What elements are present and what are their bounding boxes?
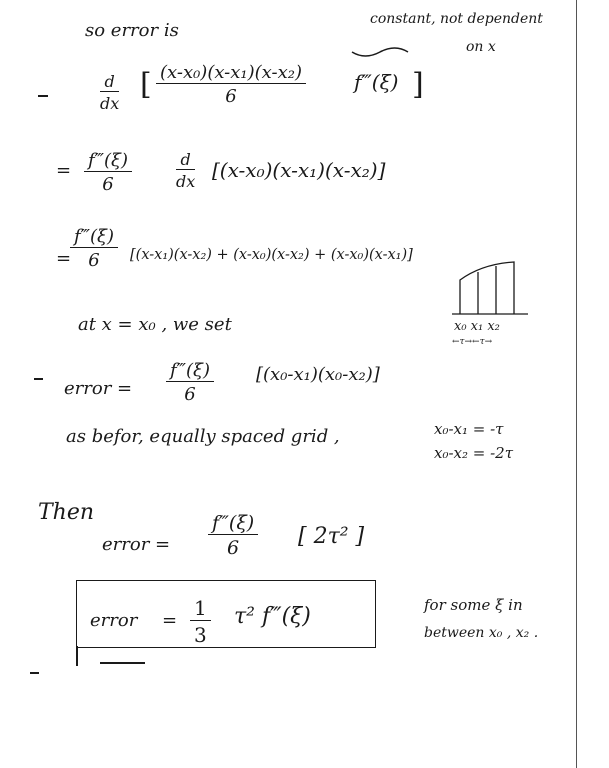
- line9-error-label: error =: [102, 534, 171, 555]
- boxed-frac-den: 3: [194, 623, 207, 647]
- line-so-error-is: so error is: [85, 20, 179, 41]
- line7-equally-spaced: as befor, equally spaced grid ,: [66, 426, 340, 447]
- line7-relation2: x₀-x₂ = -2τ: [434, 444, 514, 462]
- line4-bracket: [(x-x₁)(x-x₂) + (x-x₀)(x-x₂) + (x-x₀)(x-x₁)]: [130, 247, 413, 263]
- line3-bracket: [(x-x₀)(x-x₁)(x-x₂)]: [212, 158, 386, 182]
- line2-fraction: [156, 62, 306, 107]
- boxed-error-label: error: [90, 610, 138, 631]
- line2-deriv-den: dx: [100, 94, 120, 113]
- line2-derivative: [100, 72, 119, 113]
- box-bottom-dash: [100, 662, 145, 664]
- margin-dash: [34, 378, 43, 380]
- annotation-on-x: on x: [466, 39, 496, 55]
- side-note-line2: between x₀ , x₂ .: [424, 625, 539, 641]
- line2-deriv-num: d: [100, 72, 119, 92]
- boxed-fraction: [190, 596, 211, 647]
- line6-error-label: error =: [64, 378, 133, 399]
- line5-at-x-equals-x0: at x = x₀ , we set: [78, 314, 232, 335]
- page-edge-line: [576, 0, 577, 768]
- line4-equals: =: [56, 248, 72, 269]
- line3-derivative: [176, 150, 195, 191]
- line7-relation1: x₀-x₁ = -τ: [434, 420, 504, 438]
- line4-frac-den: 6: [88, 250, 100, 271]
- line9-fraction: [208, 512, 258, 559]
- line3-equals: =: [56, 160, 72, 181]
- line9-frac-den: 6: [227, 537, 240, 559]
- line9-bracket: [ 2τ² ]: [298, 524, 365, 549]
- line2-frac-den: 6: [225, 86, 237, 107]
- boxed-equals: =: [162, 610, 178, 631]
- line4-frac-num: f‴(ξ): [70, 226, 118, 248]
- annotation-constant: constant, not dependent: [370, 11, 543, 27]
- line3-fraction: [84, 150, 132, 195]
- line4-fraction: [70, 226, 118, 271]
- line2-frac-num: (x-x₀)(x-x₁)(x-x₂): [156, 62, 306, 84]
- line2-fprime: f‴(ξ): [354, 70, 399, 94]
- line2-open-bracket: [: [140, 67, 152, 102]
- margin-dash: [38, 95, 48, 97]
- margin-dash: [30, 672, 39, 674]
- line3-frac-den: 6: [102, 174, 114, 195]
- box-left-tail: [76, 646, 78, 666]
- line3-frac-num: f‴(ξ): [84, 150, 132, 172]
- line6-bracket: [(x₀-x₁)(x₀-x₂)]: [256, 364, 380, 385]
- line2-close-bracket: ]: [412, 67, 424, 102]
- line6-frac-num: f‴(ξ): [166, 360, 214, 382]
- line6-fraction: [166, 360, 214, 405]
- line9-frac-num: f‴(ξ): [208, 512, 258, 535]
- grid-spacing: ←τ→←τ→: [452, 337, 493, 347]
- boxed-frac-num: 1: [190, 596, 211, 621]
- grid-sketch-diagram: [452, 258, 532, 318]
- line8-then: Then: [38, 500, 95, 525]
- line3-deriv-num: d: [176, 150, 195, 170]
- line6-frac-den: 6: [184, 384, 196, 405]
- boxed-rest: τ² f‴(ξ): [234, 604, 311, 629]
- side-note-line1: for some ξ in: [424, 596, 523, 614]
- grid-labels: x₀ x₁ x₂: [454, 319, 500, 334]
- annotation-brace: [350, 42, 410, 62]
- line3-deriv-den: dx: [176, 172, 196, 191]
